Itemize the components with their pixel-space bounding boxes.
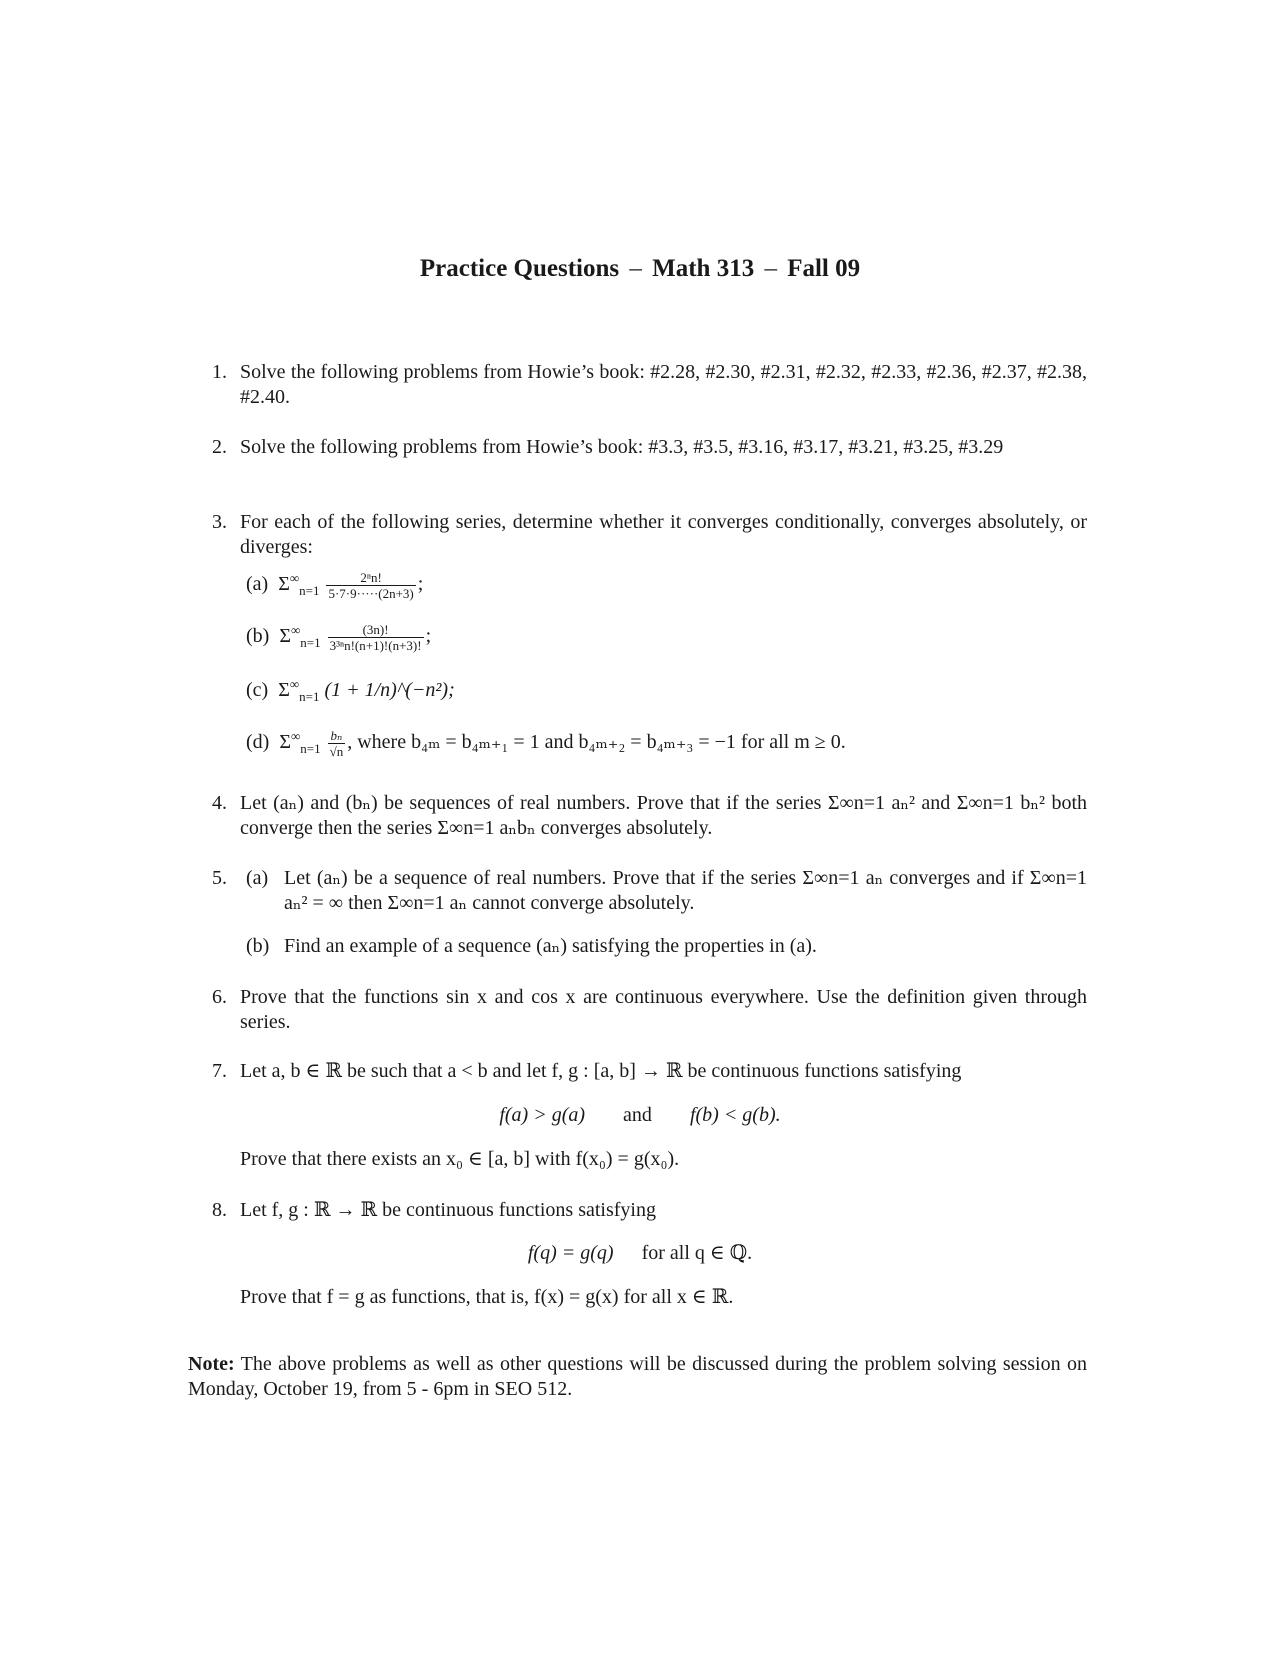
problem-4 (212, 791, 1087, 841)
problem-conclusion: Prove that f = g as functions, that is, f(x) = g(x) for all x ∈ ℝ. (240, 1286, 734, 1308)
problem-number: 1. (212, 361, 227, 383)
sub-label: (c) (246, 679, 269, 701)
sub-label: (b) (246, 935, 270, 957)
problem-number: 7. (212, 1060, 227, 1082)
fraction-numerator: bₙ (328, 728, 346, 744)
fraction-numerator: 2ⁿn! (326, 570, 415, 586)
equation-right: f(b) < g(b). (689, 1104, 781, 1126)
sub-label: (b) (246, 625, 270, 648)
title-separator: – (764, 255, 777, 282)
problem-text: Solve the following problems from Howie’s book: #3.3, #3.5, #3.16, #3.17, #3.21, #3.25, #3.29 (240, 436, 1004, 458)
fraction (328, 728, 346, 759)
problem-8 (212, 1198, 1087, 1223)
problem-1 (212, 360, 1087, 410)
fraction-numerator: (3n)! (328, 622, 424, 638)
problem-3c (246, 678, 455, 703)
problem-3a (246, 570, 423, 601)
title-part-2: Math 313 (652, 255, 755, 282)
sub-label: (d) (246, 731, 270, 754)
note-label: Note: (188, 1353, 235, 1375)
problem-7 (212, 1059, 1087, 1084)
fraction (328, 622, 424, 653)
page-title (0, 254, 1280, 284)
equation-left: f(q) = g(q) (527, 1242, 614, 1264)
sub-label: (a) (246, 867, 269, 889)
fraction-denominator: √n (329, 744, 344, 759)
note-text: The above problems as well as other questions will be discussed during the problem solving session on Monday, October 19, from 5 - 6pm in SEO 512. (188, 1353, 1087, 1400)
problem-number: 8. (212, 1199, 227, 1221)
problem-3 (212, 510, 1087, 560)
problem-number: 2. (212, 436, 227, 458)
sub-text: Find an example of a sequence (aₙ) satisfying the properties in (a). (284, 935, 817, 957)
display-equation (0, 1241, 1280, 1266)
note (188, 1352, 1087, 1402)
condition-text: , where b₄ₘ = b₄ₘ₊₁ = 1 and b₄ₘ₊₂ = b₄ₘ₊₃ = −1 for all m ≥ 0. (347, 731, 846, 754)
fraction (326, 570, 415, 601)
display-equation (0, 1103, 1280, 1128)
problem-number: 3. (212, 511, 227, 533)
problem-5b (246, 934, 1087, 959)
problem-text: Prove that the functions sin x and cos x are continuous everywhere. Use the definition given through series. (240, 986, 1087, 1033)
fraction-denominator: 3³ⁿn!(n+1)!(n+3)! (329, 638, 422, 653)
problem-3d (246, 728, 846, 759)
sum-symbol: $\Sigma^\infty_{n=1}$ (274, 622, 321, 651)
series-term: (1 + 1/n)^(−n²); (324, 679, 455, 701)
problem-text: Solve the following problems from Howie’s book: #2.28, #2.30, #2.31, #2.32, #2.33, #2.36, #2.37, #2.38, #2.40. (240, 361, 1087, 408)
problem-5a (246, 866, 1087, 916)
problem-text: Let a, b ∈ ℝ be such that a < b and let f, g : [a, b] → ℝ be continuous functions satisfying (240, 1060, 962, 1082)
equation-right: for all q ∈ ℚ. (641, 1242, 753, 1264)
problem-text: For each of the following series, determine whether it converges conditionally, converges absolutely, or diverges: (240, 511, 1087, 558)
sum-symbol: $\Sigma^\infty_{n=1}$ (273, 676, 320, 704)
problem-text: Let f, g : ℝ → ℝ be continuous functions satisfying (240, 1199, 656, 1221)
separator: ; (425, 625, 432, 648)
problem-text: Let (aₙ) and (bₙ) be sequences of real numbers. Prove that if the series Σ∞n=1 aₙ² and Σ∞n=1 bₙ² both converge then the series Σ∞n=1 aₙbₙ converges absolutely. (240, 792, 1087, 839)
separator: ; (417, 573, 424, 596)
sum-symbol: $\Sigma^\infty_{n=1}$ (274, 728, 321, 757)
equation-connector: and (623, 1104, 652, 1126)
title-part-1: Practice Questions (419, 255, 620, 282)
problem-number: 4. (212, 792, 227, 814)
title-separator: – (629, 255, 642, 282)
title-part-3: Fall 09 (787, 255, 861, 282)
sum-symbol: $\Sigma^\infty_{n=1}$ (273, 570, 320, 599)
problem-3b (246, 622, 431, 653)
problem-conclusion: Prove that there exists an x₀ ∈ [a, b] with f(x₀) = g(x₀). (240, 1148, 680, 1170)
sub-text: Let (aₙ) be a sequence of real numbers. Prove that if the series Σ∞n=1 aₙ converges and if Σ∞n=1 aₙ² = ∞ then Σ∞n=1 aₙ cannot converge absolutely. (284, 867, 1087, 914)
problem-number: 6. (212, 986, 227, 1008)
fraction-denominator: 5·7·9·····(2n+3) (328, 586, 414, 601)
problem-2 (212, 435, 1087, 460)
problem-number: 5. (212, 867, 227, 889)
equation-left: f(a) > g(a) (499, 1104, 586, 1126)
problem-6 (212, 985, 1087, 1035)
sub-label: (a) (246, 573, 269, 596)
